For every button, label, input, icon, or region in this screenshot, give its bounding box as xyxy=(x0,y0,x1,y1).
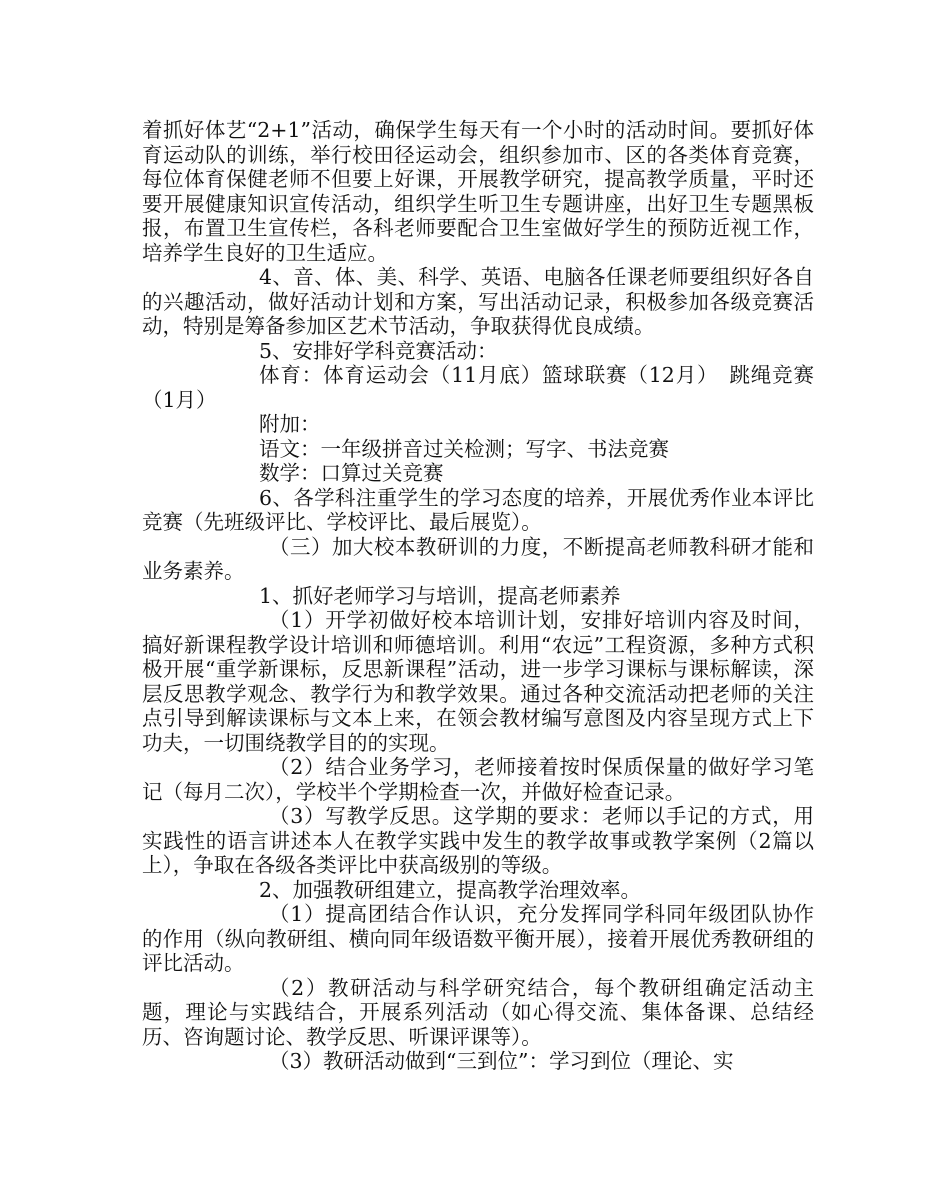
paragraph-sub-2-study-notes: （2）结合业务学习，老师接着按时保质保量的做好学习笔记（每月二次），学校半个学期检查一次，并做好检查记录。 xyxy=(142,755,814,804)
paragraph-item-1-teacher-study: 1、抓好老师学习与培训，提高老师素养 xyxy=(259,583,621,608)
paragraph-sub-2-research-activities: （2）教研活动与科学研究结合，每个教研组确定活动主题，理论与实践结合，开展系列活动（如心得交流、集体备课、总结经历、咨询题讨论、教学反思、听课评课等）。 xyxy=(142,975,814,1049)
paragraph-math-competitions: 数学：口算过关竞赛 xyxy=(259,461,444,485)
paragraph-sub-1-training-plan: （1）开学初做好校本培训计划，安排好培训内容及时间，搞好新课程教学设计培训和师德培训。利用“农远”工程资源，多种方式积极开展“重学新课标，反思新课程”活动，进一步学习课标与课标解读，深层反思教学观念、教学行为和教学效果。通过各种交流活动把老师的关注点引导到解读课标与文本上来，在领会教材编写意图及内容呈现方式上下功夫，一切围绕教学目的的实现。 xyxy=(142,608,814,755)
paragraph-appendix-label: 附加： xyxy=(259,412,321,436)
paragraph-sub-3-three-in-place: （3）教研活动做到“三到位”：学习到位（理论、实 xyxy=(269,1049,734,1073)
paragraph-sub-3-teaching-reflection: （3）写教学反思。这学期的要求：老师以手记的方式，用实践性的语言讲述本人在教学实践中发生的教学故事或教学案例（2篇以上），争取在各级各类评比中获高级别的等级。 xyxy=(142,804,814,877)
paragraph-sub-1-teamwork: （1）提高团结合作认识，充分发挥同学科同年级团队协作的作用（纵向教研组、横向同年级语数平衡开展），接着开展优秀教研组的评比活动。 xyxy=(142,902,814,975)
paragraph-item-6-study-attitude: 6、各学科注重学生的学习态度的培养，开展优秀作业本评比竞赛（先班级评比、学校评比、最后展览）。 xyxy=(142,485,814,534)
document-body xyxy=(142,118,814,1074)
paragraph-pe-competitions: 体育：体育运动会（11月底）篮球联赛（12月） 跳绳竞赛（1月） xyxy=(142,363,814,412)
paragraph-item-2-research-groups: 2、加强教研组建立，提高教学治理效率。 xyxy=(259,877,642,902)
paragraph-item-4-interest-activities: 4、音、体、美、科学、英语、电脑各任课老师要组织好各自的兴趣活动，做好活动计划和方案，写出活动记录，积极参加各级竞赛活动，特别是筹备参加区艺术节活动，争取获得优良成绩。 xyxy=(142,265,814,338)
paragraph-sports-health: 着抓好体艺“2+1”活动，确保学生每天有一个小时的活动时间。要抓好体育运动队的训练，举行校田径运动会，组织参加市、区的各类体育竞赛，每位体育保健老师不但要上好课，开展教学研究，提高教学质量，平时还要开展健康知识宣传活动，组织学生听卫生专题讲座，出好卫生专题黑板报，布置卫生宣传栏，各科老师要配合卫生室做好学生的预防近视工作，培养学生良好的卫生适应。 xyxy=(142,118,814,265)
section-heading-3-teacher-training: （三）加大校本教研训的力度，不断提高老师教科研才能和业务素养。 xyxy=(142,534,814,583)
paragraph-chinese-competitions: 语文：一年级拼音过关检测；写字、书法竞赛 xyxy=(259,436,669,461)
paragraph-item-5-competitions: 5、安排好学科竞赛活动： xyxy=(259,338,498,363)
